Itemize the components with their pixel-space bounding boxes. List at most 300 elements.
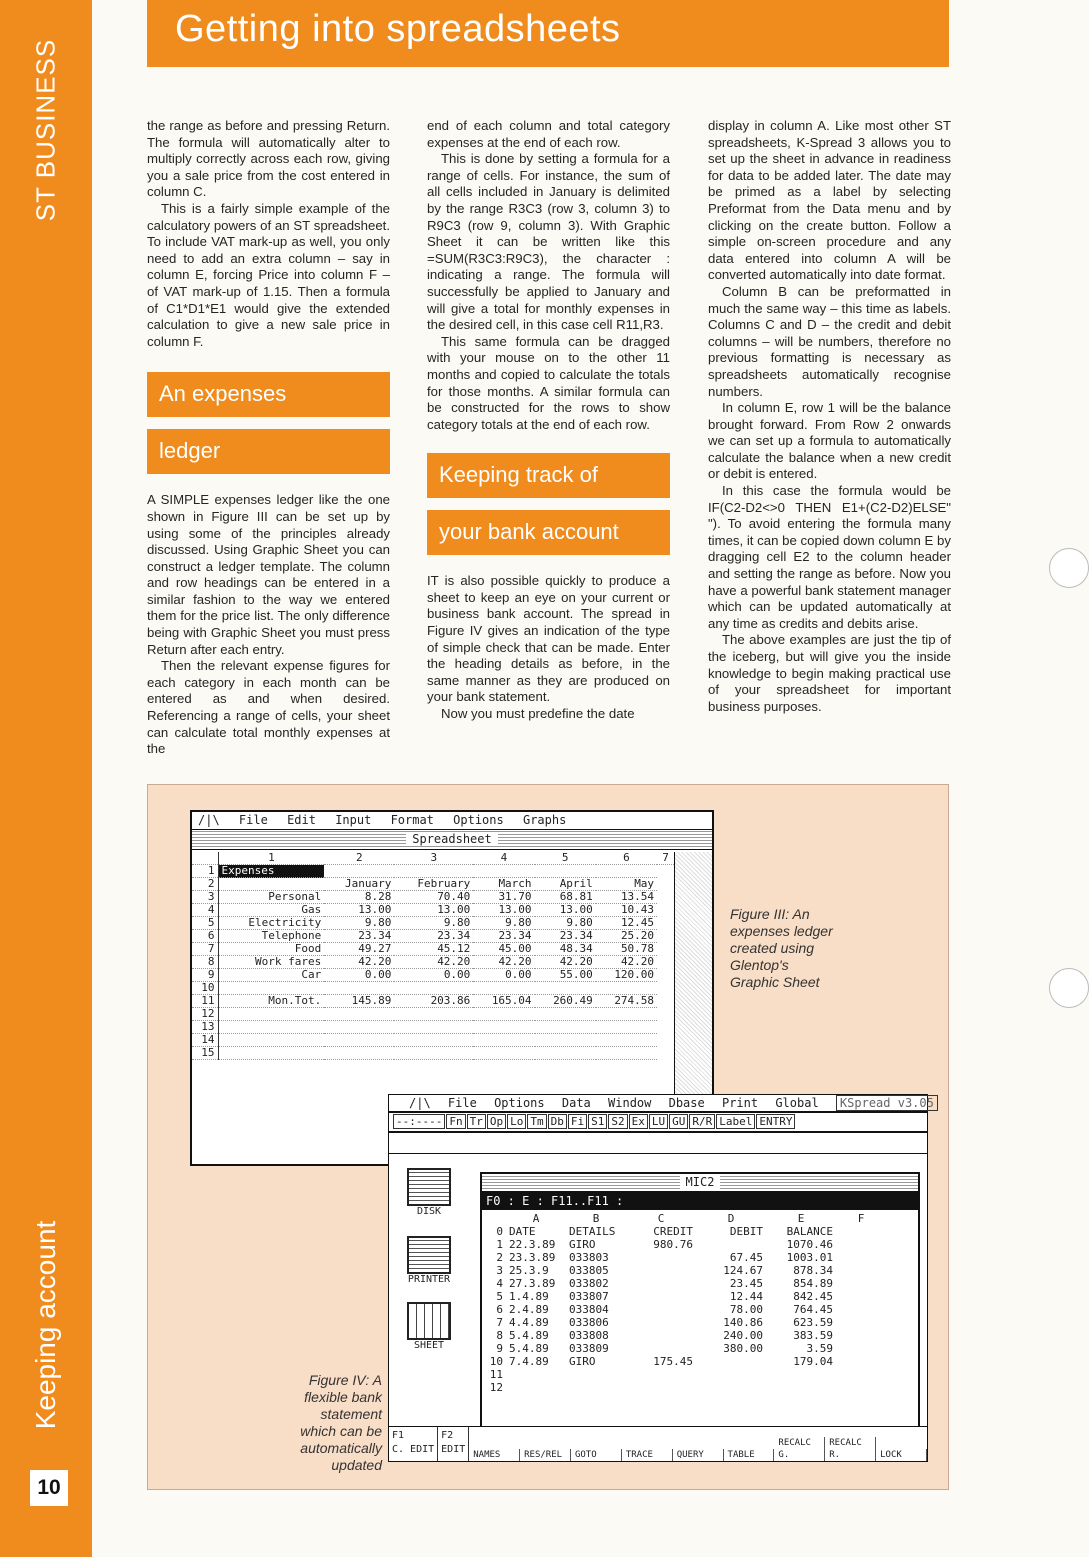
table-row: [482, 1316, 886, 1329]
table-cell[interactable]: January: [324, 878, 394, 891]
paragraph: the range as before and pressing Return. The formula will automatically alter to multiply correctly across each row, giving you a sale price from the cost entered in column C.: [147, 118, 390, 200]
table-row: [482, 1381, 886, 1394]
row-number[interactable]: 3: [496, 1263, 503, 1277]
table-cell[interactable]: 23.34: [324, 930, 394, 943]
window-title-bar[interactable]: Spreadsheet: [192, 830, 712, 850]
table-cell[interactable]: 0.00: [473, 969, 534, 982]
table-cell[interactable]: 878.34: [793, 1263, 833, 1277]
row-number[interactable]: 10: [192, 982, 218, 995]
row-number[interactable]: 8: [192, 956, 218, 969]
row-number[interactable]: 5: [496, 1289, 503, 1303]
sheet-icon[interactable]: SHEET: [404, 1302, 454, 1351]
toolbar-button[interactable]: Tr: [467, 1114, 486, 1129]
column-header[interactable]: 7: [657, 852, 674, 865]
table-cell[interactable]: [696, 1355, 766, 1368]
column-header-row: [192, 852, 674, 865]
table-cell[interactable]: 5.4.89: [509, 1328, 549, 1342]
table-cell[interactable]: 13.00: [473, 904, 534, 917]
table-cell[interactable]: 45.12: [394, 943, 473, 956]
fkey-button[interactable]: TABLE: [724, 1449, 775, 1461]
table-cell[interactable]: [626, 1303, 696, 1316]
menu-file[interactable]: File: [238, 813, 268, 827]
table-row: [192, 904, 674, 917]
section-heading: Keeping track of: [427, 453, 670, 498]
column-header[interactable]: BALANCE: [786, 1224, 833, 1238]
table-cell[interactable]: [696, 1381, 766, 1394]
fkey-button[interactable]: LOCK: [876, 1449, 927, 1461]
table-row: [192, 1021, 674, 1034]
toolbar-button[interactable]: Ex: [629, 1114, 648, 1129]
column-header[interactable]: DATE: [509, 1224, 536, 1238]
section-label-bottom: Keeping account: [30, 1220, 61, 1430]
table-cell[interactable]: 68.81: [535, 891, 596, 904]
table-cell[interactable]: [394, 1047, 473, 1060]
section-heading: your bank account: [427, 510, 670, 555]
table-cell[interactable]: 033806: [569, 1315, 609, 1329]
table-cell[interactable]: [535, 1034, 596, 1047]
table-cell[interactable]: 25.20: [596, 930, 657, 943]
paragraph: Column B can be preformatted in much the same way – this time as labels. Columns C and D – the credit and debit columns – will be numbers, therefore no previous formatting is necessary as spreadsheets automatically recognise numbers.: [708, 283, 951, 399]
column-header[interactable]: CREDIT: [653, 1224, 693, 1238]
printer-icon[interactable]: PRINTER: [404, 1236, 454, 1285]
column-header[interactable]: 4: [473, 852, 534, 865]
text-column-3: [708, 118, 951, 715]
table-cell[interactable]: 1.4.89: [509, 1289, 549, 1303]
table-cell[interactable]: 1070.46: [786, 1237, 833, 1251]
table-cell[interactable]: [394, 1008, 473, 1021]
toolbar-button[interactable]: S1: [588, 1114, 607, 1129]
table-row: [192, 1008, 674, 1021]
column-letter[interactable]: A: [532, 1211, 540, 1225]
row-number[interactable]: 2: [496, 1250, 503, 1264]
table-cell[interactable]: 13.00: [324, 904, 394, 917]
table-cell[interactable]: Electricity: [218, 917, 324, 930]
table-cell[interactable]: [626, 1368, 696, 1381]
column-header-row: 0 DATE DETAILS CREDIT DEBIT BALANCE: [482, 1225, 886, 1238]
menu-global[interactable]: Global: [775, 1096, 819, 1110]
table-cell[interactable]: 67.45: [729, 1250, 763, 1264]
fkey-button[interactable]: RECALC R.: [825, 1437, 876, 1461]
table-cell[interactable]: 980.76: [653, 1237, 693, 1251]
table-cell[interactable]: 48.34: [535, 943, 596, 956]
table-cell[interactable]: 4.4.89: [509, 1315, 549, 1329]
table-cell[interactable]: 42.20: [324, 956, 394, 969]
paragraph: display in column A. Like most other ST spreadsheets, K-Spread 3 allows you to set up the sheet in advance in readiness for data to be added later. The date may be primed as a label by selecting Preformat from the Data menu and by clicking on the create button. Follow a simple on-screen procedure and any data entered into column A will be converted automatically into date format.: [708, 118, 951, 283]
fkey-button[interactable]: RES/REL: [520, 1449, 571, 1461]
spreadsheet-grid: [192, 852, 674, 1060]
paragraph: A SIMPLE expenses ledger like the one shown in Figure III can be set up by using some of the principles already discussed. Using Graphic Sheet you can construct a ledger template. The column and row headings can be entered in a similar fashion to the way we entered them for the price list. The only difference being with Graphic Sheet you must press Return after each entry.: [147, 492, 390, 657]
table-cell[interactable]: 033802: [569, 1276, 609, 1290]
table-cell[interactable]: 120.00: [596, 969, 657, 982]
paragraph: Now you must predefine the date: [441, 706, 635, 722]
table-cell[interactable]: [535, 1021, 596, 1034]
table-cell[interactable]: 25.3.9: [509, 1263, 549, 1277]
table-cell[interactable]: 78.00: [729, 1302, 763, 1316]
toolbar-button[interactable]: ENTRY: [756, 1114, 795, 1129]
table-cell[interactable]: Telephone: [218, 930, 324, 943]
table-cell[interactable]: [394, 1034, 473, 1047]
column-letter-row: [482, 1212, 886, 1225]
table-cell[interactable]: 12.44: [729, 1289, 763, 1303]
table-cell[interactable]: 13.00: [394, 904, 473, 917]
table-cell[interactable]: 23.34: [394, 930, 473, 943]
table-cell[interactable]: 854.89: [793, 1276, 833, 1290]
menu-edit[interactable]: Edit: [287, 813, 316, 827]
table-cell[interactable]: [566, 1381, 626, 1394]
menu-input[interactable]: Input: [335, 813, 372, 827]
paragraph: In this case the formula would be IF(C2-D2<>0 THEN E1+(C2-D2)ELSE" "). To avoid entering the formula many times, it can be copied down column E by dragging cell E2 to the column header and setting the range as before. Now you have a powerful bank statement manager which can be updated automatically at any time as credits and debits arise.: [708, 483, 951, 631]
table-cell[interactable]: [324, 982, 394, 995]
table-cell[interactable]: 9.80: [473, 917, 534, 930]
table-cell[interactable]: 260.49: [535, 995, 596, 1008]
menu-print[interactable]: Print: [721, 1096, 759, 1110]
table-cell[interactable]: [324, 865, 394, 878]
fkey-button[interactable]: TRACE: [622, 1449, 673, 1461]
table-cell[interactable]: [626, 1277, 696, 1290]
table-cell[interactable]: 31.70: [473, 891, 534, 904]
table-cell[interactable]: 55.00: [535, 969, 596, 982]
table-cell[interactable]: 033809: [569, 1341, 609, 1355]
table-cell[interactable]: [473, 1008, 534, 1021]
table-cell[interactable]: 033805: [569, 1263, 609, 1277]
table-cell[interactable]: [218, 1008, 324, 1021]
column-header[interactable]: DEBIT: [729, 1224, 763, 1238]
table-cell[interactable]: 70.40: [394, 891, 473, 904]
table-cell[interactable]: Gas: [218, 904, 324, 917]
table-cell[interactable]: 42.20: [473, 956, 534, 969]
table-cell[interactable]: 42.20: [394, 956, 473, 969]
table-row: [192, 865, 674, 878]
table-cell[interactable]: 3.59: [806, 1341, 833, 1355]
disk-icon[interactable]: DISK: [404, 1168, 454, 1217]
table-row: [192, 956, 674, 969]
table-cell[interactable]: 13.54: [596, 891, 657, 904]
table-cell[interactable]: 49.27: [324, 943, 394, 956]
paragraph: IT is also possible quickly to produce a sheet to keep an eye on your current or business bank account. The spread in Figure IV gives an indication of the type of simple check that can be made. Enter the heading details as before, in the same manner as they are produced on your bank statement.: [427, 573, 670, 705]
table-cell[interactable]: 203.86: [394, 995, 473, 1008]
toolbar-button[interactable]: --:----: [393, 1114, 445, 1129]
table-cell[interactable]: [766, 1368, 836, 1381]
row-number[interactable]: 10: [489, 1354, 503, 1368]
binder-hole: [1049, 548, 1089, 588]
table-row: [192, 891, 674, 904]
table-cell[interactable]: [473, 865, 534, 878]
table-cell[interactable]: 124.67: [723, 1263, 763, 1277]
table-row: [192, 930, 674, 943]
row-number[interactable]: 9: [496, 1341, 503, 1355]
toolbar-button[interactable]: GU: [669, 1114, 688, 1129]
row-number[interactable]: 2: [192, 878, 218, 891]
table-cell[interactable]: 27.3.89: [509, 1276, 556, 1290]
table-cell[interactable]: [626, 1342, 696, 1355]
row-number[interactable]: 5: [192, 917, 218, 930]
fkey-f2[interactable]: F2 EDIT: [438, 1427, 469, 1461]
table-row: [482, 1290, 886, 1303]
table-row: [482, 1355, 886, 1368]
row-number[interactable]: 9: [192, 969, 218, 982]
table-cell[interactable]: 22.3.89: [509, 1237, 556, 1251]
row-number[interactable]: 12: [192, 1008, 218, 1021]
menu-window[interactable]: Window: [608, 1096, 652, 1110]
table-cell[interactable]: [394, 865, 473, 878]
cell-reference: F0 : E : F11..F11 :: [482, 1192, 918, 1210]
table-cell[interactable]: 0.00: [394, 969, 473, 982]
table-cell[interactable]: [473, 1021, 534, 1034]
table-cell[interactable]: 764.45: [793, 1302, 833, 1316]
table-cell[interactable]: 165.04: [473, 995, 534, 1008]
section-label-top: ST BUSINESS: [30, 38, 61, 222]
table-row: [482, 1329, 886, 1342]
table-cell[interactable]: 10.43: [596, 904, 657, 917]
text-column-1: [147, 118, 390, 758]
toolbar-button[interactable]: Op: [487, 1114, 506, 1129]
table-cell[interactable]: [218, 982, 324, 995]
row-number[interactable]: 8: [496, 1328, 503, 1342]
table-cell[interactable]: [596, 1047, 657, 1060]
entry-line[interactable]: [388, 1132, 928, 1154]
menu-format[interactable]: Format: [390, 813, 434, 827]
table-cell[interactable]: 033803: [569, 1250, 609, 1264]
row-number[interactable]: 6: [192, 930, 218, 943]
column-header[interactable]: 1: [218, 852, 324, 865]
table-cell[interactable]: [626, 1264, 696, 1277]
table-cell[interactable]: GIRO: [569, 1237, 596, 1251]
toolbar-button[interactable]: R/R: [689, 1114, 715, 1129]
column-letter[interactable]: D: [727, 1211, 735, 1225]
table-cell[interactable]: 140.86: [723, 1315, 763, 1329]
paragraph: Then the relevant expense figures for each category in each month can be entered as and when desired. Referencing a range of cells, your sheet can calculate total monthly expenses at the: [147, 658, 390, 757]
table-row: [192, 969, 674, 982]
table-cell[interactable]: 623.59: [793, 1315, 833, 1329]
table-cell[interactable]: 033807: [569, 1289, 609, 1303]
table-cell[interactable]: [596, 1034, 657, 1047]
table-cell[interactable]: 240.00: [723, 1328, 763, 1342]
table-row: [192, 995, 674, 1008]
menu-dbase[interactable]: Dbase: [668, 1096, 705, 1110]
table-cell[interactable]: [626, 1329, 696, 1342]
table-cell[interactable]: [696, 1238, 766, 1251]
column-header[interactable]: DETAILS: [569, 1224, 616, 1238]
paragraph: This is done by setting a formula for a range of cells. For instance, the sum of all cells included in January is delimited by the range R3C3 (row 3, column 3) to R9C3 (row 9, column 3). With Graphic Sheet it can be written like this =SUM(R3C3:R9C3), the character : indicating a range. The formula will successfully be applied to January and will give a total for monthly expenses in the desired cell, in this case cell R11,R3.: [427, 151, 670, 333]
table-cell[interactable]: [535, 1047, 596, 1060]
paragraph: In column E, row 1 will be the balance brought forward. From Row 2 onwards we can set up a formula to automatically calculate the balance when a new credit or debit is entered.: [708, 400, 951, 482]
table-row: [482, 1264, 886, 1277]
table-row: [482, 1251, 886, 1264]
table-cell[interactable]: 383.59: [793, 1328, 833, 1342]
table-cell[interactable]: [626, 1251, 696, 1264]
table-cell[interactable]: 0.00: [324, 969, 394, 982]
table-cell[interactable]: [473, 1047, 534, 1060]
table-cell[interactable]: [324, 1047, 394, 1060]
toolbar-button[interactable]: LU: [649, 1114, 668, 1129]
table-cell[interactable]: [766, 1381, 836, 1394]
table-cell[interactable]: [394, 1021, 473, 1034]
table-cell[interactable]: [626, 1381, 696, 1394]
table-cell[interactable]: 45.00: [473, 943, 534, 956]
menu-options[interactable]: Options: [494, 1096, 545, 1110]
row-number[interactable]: 1: [496, 1237, 503, 1251]
figure-iii-caption: Figure III: An expenses ledger created using Glentop's Graphic Sheet: [730, 906, 833, 990]
table-row: [482, 1303, 886, 1316]
table-cell[interactable]: May: [596, 878, 657, 891]
fkey-f1[interactable]: F1 C. EDIT: [389, 1427, 438, 1461]
table-cell[interactable]: [394, 982, 473, 995]
table-cell[interactable]: [506, 1368, 566, 1381]
atari-logo-icon[interactable]: /|\: [198, 813, 220, 827]
toolbar-button[interactable]: S2: [608, 1114, 627, 1129]
function-key-bar: [388, 1426, 928, 1462]
table-cell[interactable]: [566, 1368, 626, 1381]
column-header[interactable]: 3: [394, 852, 473, 865]
table-cell[interactable]: 033804: [569, 1302, 609, 1316]
row-number[interactable]: 14: [192, 1034, 218, 1047]
table-cell[interactable]: [535, 982, 596, 995]
column-letter[interactable]: C: [657, 1211, 665, 1225]
table-cell[interactable]: [626, 1290, 696, 1303]
table-cell[interactable]: 1003.01: [786, 1250, 833, 1264]
table-cell[interactable]: 9.80: [324, 917, 394, 930]
row-number[interactable]: 13: [192, 1021, 218, 1034]
toolbar-button[interactable]: Fi: [568, 1114, 587, 1129]
table-cell[interactable]: [218, 878, 324, 891]
column-letter[interactable]: B: [592, 1211, 600, 1225]
table-cell[interactable]: 380.00: [723, 1341, 763, 1355]
table-cell[interactable]: Mon.Tot.: [218, 995, 324, 1008]
paragraph: The above examples are just the tip of the iceberg, but will give you the inside knowledge to begin making practical use of your spreadsheet for important business purposes.: [708, 632, 951, 714]
menu-data[interactable]: Data: [561, 1096, 591, 1110]
section-heading: An expenses: [147, 372, 390, 417]
table-cell[interactable]: 842.45: [793, 1289, 833, 1303]
table-cell[interactable]: 23.3.89: [509, 1250, 556, 1264]
table-cell[interactable]: Car: [218, 969, 324, 982]
fkey-button[interactable]: GOTO: [571, 1449, 622, 1461]
table-cell[interactable]: Personal: [218, 891, 324, 904]
paragraph: end of each column and total category expenses at the end of each row.: [427, 118, 670, 150]
atari-logo-icon[interactable]: /|\: [409, 1096, 431, 1110]
table-cell[interactable]: [696, 1368, 766, 1381]
table-cell[interactable]: [506, 1381, 566, 1394]
table-row: [192, 878, 674, 891]
table-cell[interactable]: [535, 865, 596, 878]
table-cell[interactable]: 13.00: [535, 904, 596, 917]
table-cell[interactable]: [324, 1021, 394, 1034]
table-row: [482, 1368, 886, 1381]
table-cell[interactable]: 7.4.89: [509, 1354, 549, 1368]
table-cell[interactable]: March: [473, 878, 534, 891]
table-cell[interactable]: 12.45: [596, 917, 657, 930]
table-cell[interactable]: 8.28: [324, 891, 394, 904]
table-cell[interactable]: April: [535, 878, 596, 891]
column-letter[interactable]: E: [797, 1211, 805, 1225]
table-cell[interactable]: [218, 1034, 324, 1047]
row-number[interactable]: 4: [496, 1276, 503, 1290]
table-row: [482, 1238, 886, 1251]
table-cell[interactable]: 42.20: [596, 956, 657, 969]
table-cell[interactable]: [626, 1316, 696, 1329]
toolbar-button[interactable]: Tm: [527, 1114, 546, 1129]
column-header[interactable]: 5: [535, 852, 596, 865]
table-cell[interactable]: 9.80: [535, 917, 596, 930]
kspread-sheet-window: [480, 1172, 920, 1432]
row-number[interactable]: 4: [192, 904, 218, 917]
toolbar-button[interactable]: Fn: [446, 1114, 465, 1129]
paragraph: This is a fairly simple example of the calculatory powers of an ST spreadsheet. To include VAT mark-up as well, you only need to add an extra column – say in column E, forcing Price into column F – of VAT mark-up of 1.15. Then a formula of C1*D1*E1 would give the extended calculation to give a new sale price in column F.: [147, 200, 390, 349]
toolbar-button[interactable]: Db: [548, 1114, 567, 1129]
table-cell[interactable]: [473, 1034, 534, 1047]
table-row: [192, 943, 674, 956]
table-cell[interactable]: 2.4.89: [509, 1302, 549, 1316]
menu-options[interactable]: Options: [453, 813, 504, 827]
row-number[interactable]: 7: [192, 943, 218, 956]
table-cell[interactable]: [596, 1008, 657, 1021]
row-number[interactable]: 11: [192, 995, 218, 1008]
table-cell[interactable]: [535, 1008, 596, 1021]
table-cell[interactable]: 033808: [569, 1328, 609, 1342]
kspread-menu-bar: [388, 1094, 934, 1112]
table-cell[interactable]: 23.45: [729, 1276, 763, 1290]
table-cell[interactable]: [473, 982, 534, 995]
menu-file[interactable]: File: [447, 1096, 477, 1110]
row-number[interactable]: 6: [496, 1302, 503, 1316]
table-cell[interactable]: 274.58: [596, 995, 657, 1008]
row-number[interactable]: 7: [496, 1315, 503, 1329]
table-cell[interactable]: GIRO: [569, 1354, 596, 1368]
table-cell[interactable]: 50.78: [596, 943, 657, 956]
kspread-toolbar: [388, 1112, 928, 1132]
table-row: [192, 1034, 674, 1047]
row-number[interactable]: 11: [489, 1367, 503, 1381]
row-number[interactable]: 1: [192, 865, 218, 878]
table-cell[interactable]: 9.80: [394, 917, 473, 930]
figure-iv-caption: Figure IV: A flexible bank statement which can be automatically updated: [300, 1372, 382, 1473]
table-cell[interactable]: 175.45: [653, 1354, 693, 1368]
table-cell[interactable]: Work fares: [218, 956, 324, 969]
table-cell[interactable]: Expenses: [218, 865, 324, 878]
table-cell[interactable]: 23.34: [535, 930, 596, 943]
fkey-button[interactable]: NAMES: [469, 1449, 520, 1461]
table-cell[interactable]: 145.89: [324, 995, 394, 1008]
table-cell[interactable]: [596, 1021, 657, 1034]
table-cell[interactable]: 5.4.89: [509, 1341, 549, 1355]
table-cell[interactable]: 42.20: [535, 956, 596, 969]
menu-graphs[interactable]: Graphs: [522, 813, 567, 827]
row-number[interactable]: 12: [489, 1380, 503, 1394]
row-number[interactable]: 15: [192, 1047, 218, 1060]
column-letter[interactable]: F: [857, 1211, 865, 1225]
table-cell[interactable]: [596, 982, 657, 995]
toolbar-button[interactable]: Label: [716, 1114, 755, 1129]
table-cell[interactable]: [218, 1047, 324, 1060]
table-cell[interactable]: [218, 1021, 324, 1034]
column-header[interactable]: 6: [596, 852, 657, 865]
table-cell[interactable]: 179.04: [793, 1354, 833, 1368]
table-cell[interactable]: Food: [218, 943, 324, 956]
table-row: [192, 982, 674, 995]
table-cell[interactable]: [596, 865, 657, 878]
toolbar-button[interactable]: Lo: [507, 1114, 526, 1129]
column-header[interactable]: 2: [324, 852, 394, 865]
table-cell[interactable]: February: [394, 878, 473, 891]
fkey-button[interactable]: RECALC G.: [774, 1437, 825, 1461]
window-title-bar[interactable]: MIC2: [482, 1174, 918, 1192]
binder-hole: [1049, 968, 1089, 1008]
table-cell[interactable]: 23.34: [473, 930, 534, 943]
table-cell[interactable]: [324, 1034, 394, 1047]
table-cell[interactable]: [324, 1008, 394, 1021]
row-number[interactable]: 3: [192, 891, 218, 904]
text-column-2: [427, 118, 670, 723]
fkey-button[interactable]: QUERY: [673, 1449, 724, 1461]
